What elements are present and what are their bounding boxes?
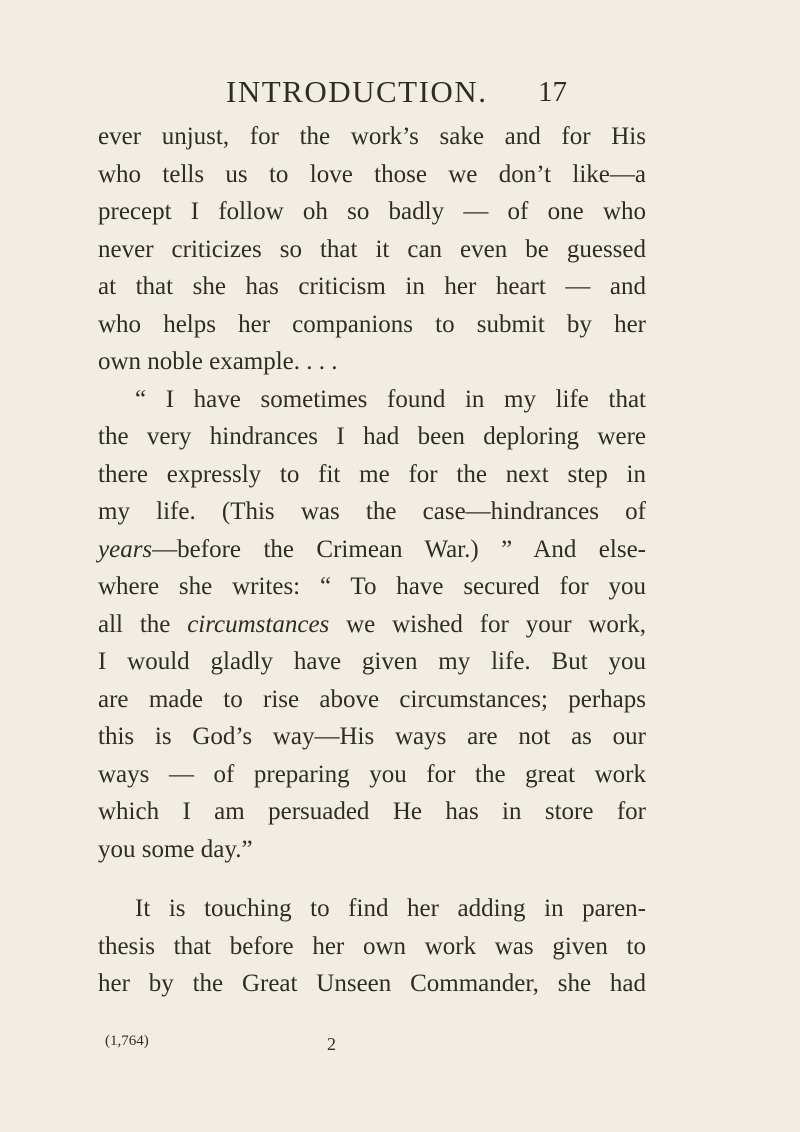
text-line: my life. (This was the case—hindrances of [98,498,646,525]
text-run: all the [98,610,188,638]
text-line: there expressly to fit me for the next step in [98,460,646,488]
text-line-with-italic [98,531,646,569]
italic-word: circumstances [187,610,330,638]
body-text [98,118,646,1003]
text-line: ways — of preparing you for the great work [98,760,646,788]
sheet-mark: 2 [327,1034,336,1054]
text-line: you some day.” [98,835,253,863]
italic-word: years [98,535,153,563]
text-line: “ I have sometimes found in my life that [135,385,646,413]
text-line: thesis that before her own work was given to [98,932,646,960]
text-line: I would gladly have given my life. But you [98,648,646,675]
running-title: INTRODUCTION. [226,74,488,109]
text-line: who tells us to love those we don’t like—a [98,160,646,188]
text-line: ever unjust, for the work’s sake and for His [98,123,646,150]
text-line: own noble example. . . . [98,348,338,375]
page-footer [105,1034,405,1054]
text-line: It is touching to find her adding in paren- [135,895,646,922]
text-line: who helps her companions to submit by her [98,310,646,338]
text-line-with-italic [98,606,646,644]
text-line: where she writes: “ To have secured for you [98,573,646,600]
text-line: which I am persuaded He has in store for [98,798,646,825]
text-line: the very hindrances I had been deploring were [98,423,646,450]
text-line: at that she has criticism in her heart — and [98,273,646,300]
text-line: her by the Great Unseen Commander, she had [98,970,646,997]
paragraph-spacing [98,868,646,890]
text-run: we wished for your work, [329,610,646,638]
text-line: are made to rise above circumstances; perhaps [98,685,646,713]
printer-signature: (1,764) [105,1033,149,1049]
text-line: this is God’s way—His ways are not as our [98,723,646,750]
text-line: never criticizes so that it can even be guessed [98,235,646,263]
text-line: precept I follow oh so badly — of one who [98,198,646,225]
text-run: —before the Crimean War.) ” And else- [152,535,646,563]
page-number: 17 [538,76,567,108]
